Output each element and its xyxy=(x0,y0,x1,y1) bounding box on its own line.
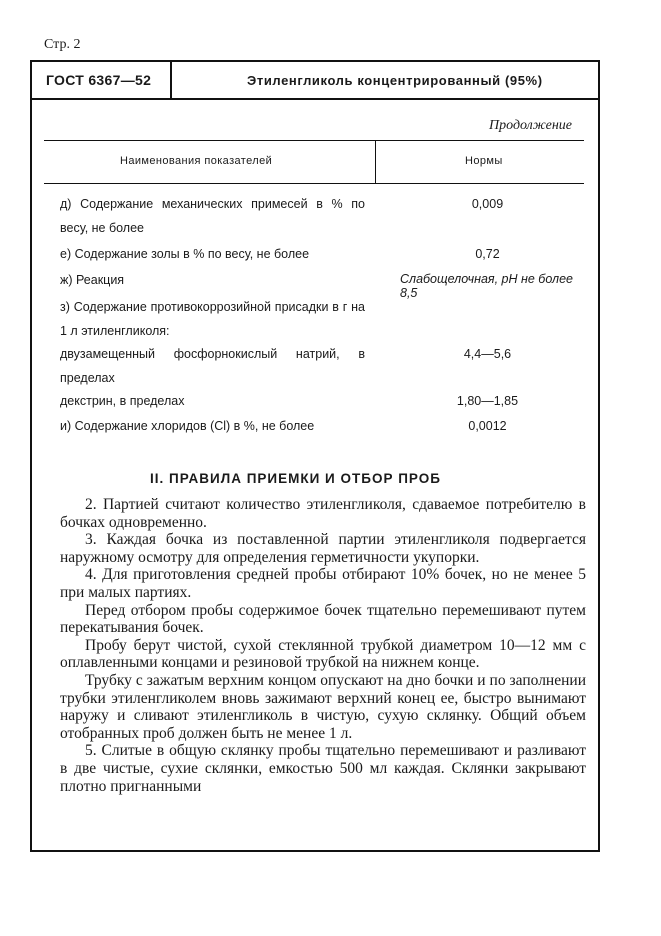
document-title: Этиленгликоль концентрированный (95%) xyxy=(247,73,543,88)
table-row-zh-norm: Слабощелочная, pH не более 8,5 xyxy=(400,272,573,300)
paragraph: Пробу берут чистой, сухой стеклянной трубкой диаметром 10—12 мм с оплавленными концами и резиновой трубкой на нижнем конце. xyxy=(60,636,586,672)
table-continuation-label: Продолжение xyxy=(489,118,572,133)
table-column-divider xyxy=(375,140,376,184)
table-row-zh-name: ж) Реакция xyxy=(60,273,125,287)
page-number: Стр. 2 xyxy=(44,37,81,52)
table-top-rule xyxy=(44,140,584,141)
paragraph: Перед отбором пробы содержимое бочек тщательно перемешивают путем перекатывания бочек. xyxy=(60,601,586,637)
table-row-dextrin-norm: 1,80—1,85 xyxy=(456,394,519,408)
table-row-e-name: е) Содержание золы в % по весу, не более xyxy=(60,247,310,261)
table-row-i-norm: 0,0012 xyxy=(468,419,507,433)
section-title: II. ПРАВИЛА ПРИЕМКИ И ОТБОР ПРОБ xyxy=(150,471,441,486)
frame-right-border xyxy=(598,100,600,852)
frame-left-border xyxy=(30,100,32,852)
table-header-name: Наименования показателей xyxy=(120,155,273,167)
paragraph: Трубку с зажатым верхним концом опускают на дно бочки и по заполнении трубки этиленгликолем вновь зажимают верхний конец ее, быстро вынимают наружу и сливают этиленгликоль в чистую, сухую склянку. Общий объем отобранных проб должен быть не менее 1 л. xyxy=(60,671,586,742)
table-row-phosphate-norm: 4,4—5,6 xyxy=(463,347,512,361)
frame-bottom-border xyxy=(30,850,600,852)
table-row-z-name: з) Содержание противокоррозийной присадки в г на 1 л этиленгликоля: xyxy=(60,300,365,338)
table-header-norm: Нормы xyxy=(465,155,503,167)
table-row-i-name: и) Содержание хлоридов (Cl) в %, не более xyxy=(60,419,315,433)
table-row-d-norm: 0,009 xyxy=(471,197,504,211)
table-row-e-norm: 0,72 xyxy=(475,247,500,261)
paragraph: 3. Каждая бочка из поставленной партии этиленгликоля подвергается наружному осмотру для определения герметичности укупорки. xyxy=(60,531,586,566)
table-row-d-name: д) Содержание механических примесей в % по весу, не более xyxy=(60,197,365,235)
paragraph: 5. Слитые в общую склянку пробы тщательно перемешивают и разливают в две чистые, сухие склянки, емкостью 500 мл каждая. Склянки закрывают плотно пригнанными xyxy=(60,742,586,795)
paragraph: 2. Партией считают количество этиленгликоля, сдаваемое потребителю в бочках одновременно. xyxy=(60,496,586,531)
document-header xyxy=(30,60,600,100)
table-header-rule xyxy=(44,183,584,184)
paragraph: 4. Для приготовления средней пробы отбирают 10% бочек, но не менее 5 при малых партиях. xyxy=(60,566,586,601)
section-body xyxy=(60,496,586,795)
table-row-dextrin-name: декстрин, в пределах xyxy=(60,394,185,408)
standard-code: ГОСТ 6367—52 xyxy=(46,72,152,88)
header-divider xyxy=(170,62,172,98)
table-row-phosphate-name: двузамещенный фосфорнокислый натрий, в пределах xyxy=(60,347,365,385)
